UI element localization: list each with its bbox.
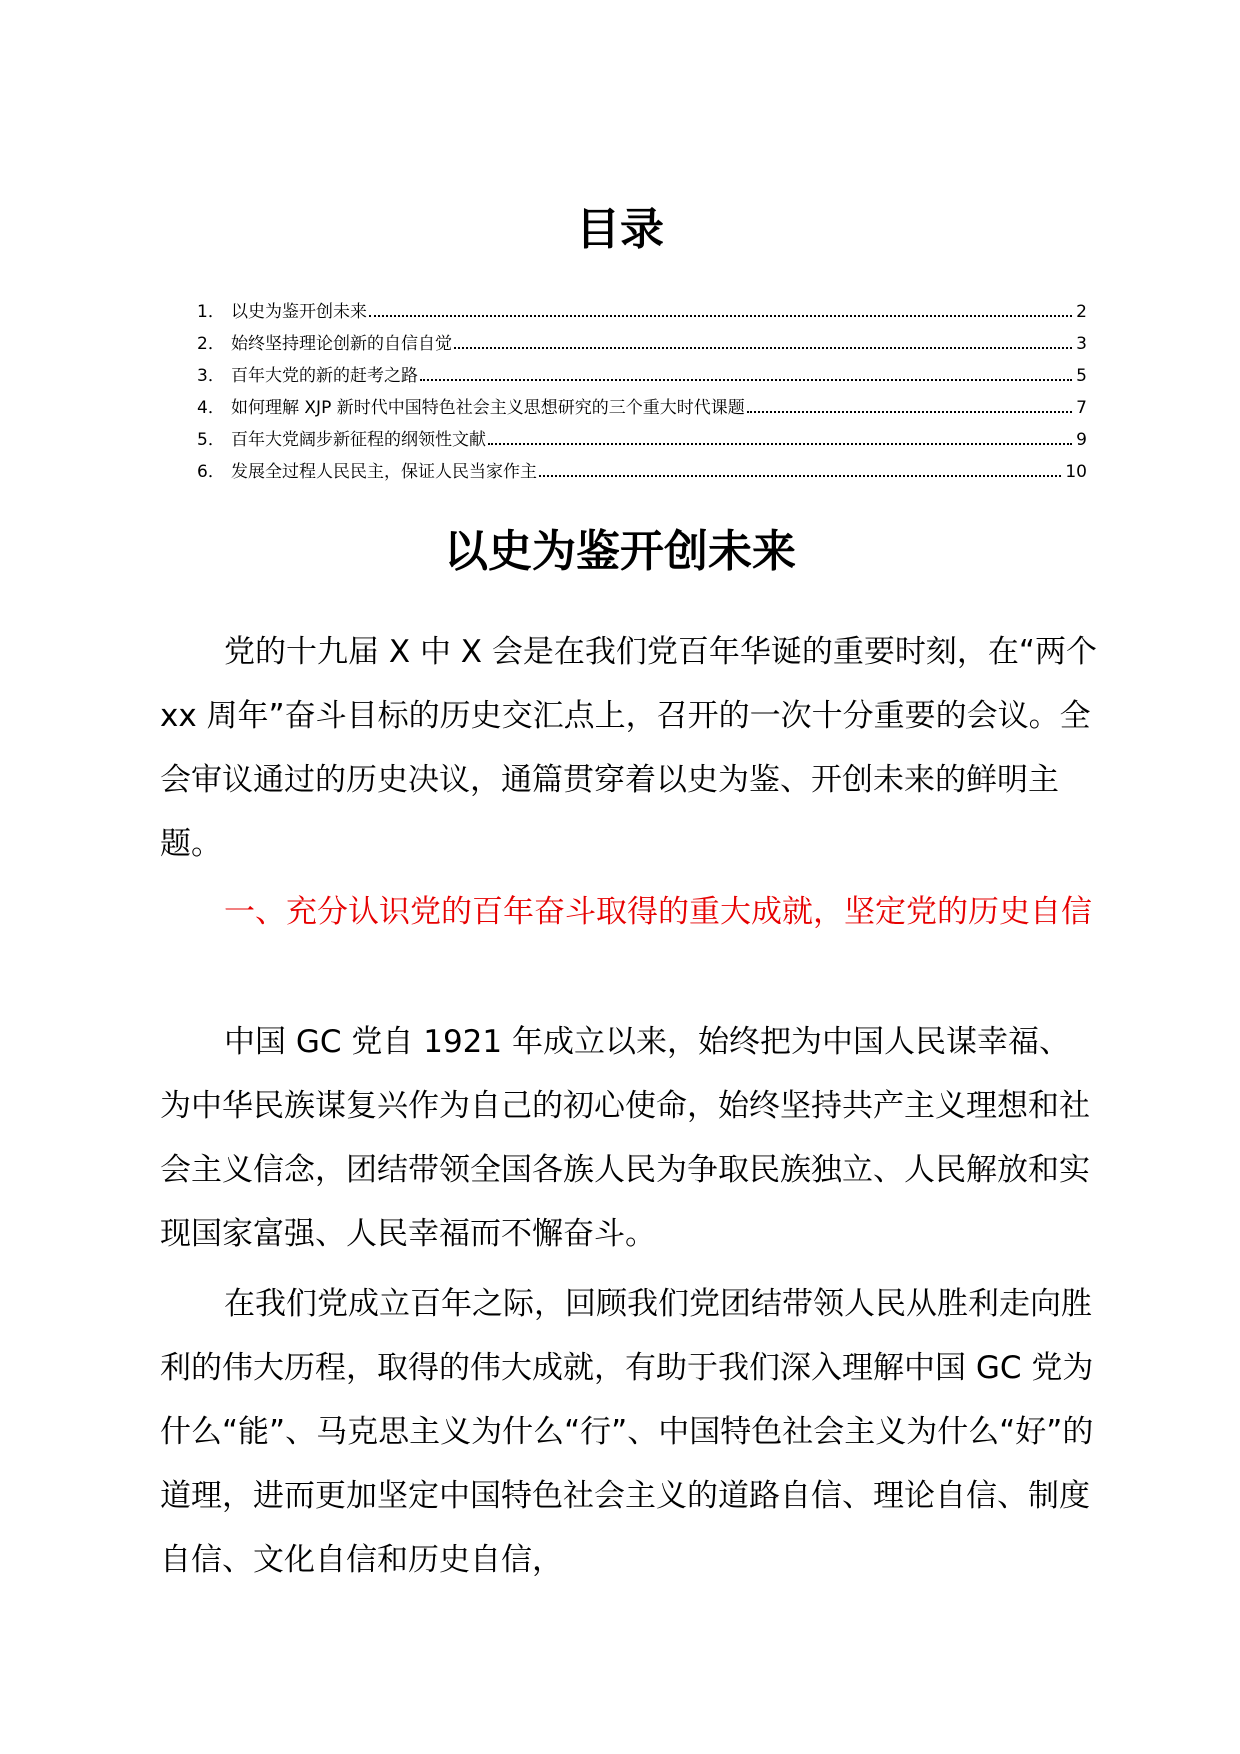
toc-entry-page: 2 <box>1076 302 1087 322</box>
toc-entry-number: 5． <box>197 430 225 450</box>
toc-entry-page: 5 <box>1076 366 1087 386</box>
toc-dot-leader <box>454 347 1072 349</box>
toc-entry[interactable] <box>197 420 1087 452</box>
toc-dot-leader <box>539 475 1061 477</box>
toc-entry[interactable] <box>197 356 1087 388</box>
toc-entry[interactable] <box>197 324 1087 356</box>
toc-entry-text: 始终坚持理论创新的自信自觉 <box>231 334 452 354</box>
toc-entry-page: 9 <box>1076 430 1087 450</box>
section-heading: 一、充分认识党的百年奋斗取得的重大成就，坚定党的历史自信 <box>224 894 1092 930</box>
document-title: 以史为鉴开创未来 <box>444 526 796 577</box>
toc-dot-leader <box>369 315 1072 317</box>
toc-entry-page: 7 <box>1076 398 1087 418</box>
toc-entry-text: 百年大党阔步新征程的纲领性文献 <box>231 430 486 450</box>
toc-entry[interactable] <box>197 388 1087 420</box>
body-paragraph: 中国 GC 党自 1921 年成立以来，始终把为中国人民谋幸福、为中华民族谋复兴作为自己的初心使命，始终坚持共产主义理想和社会主义信念，团结带领全国各族人民为争取民族独立、人民解放和实现国家富强、人民幸福而不懈奋斗。 <box>160 1024 1090 1252</box>
table-of-contents <box>197 292 1087 484</box>
body-paragraph: 在我们党成立百年之际，回顾我们党团结带领人民从胜利走向胜利的伟大历程，取得的伟大成就，有助于我们深入理解中国 GC 党为什么“能”、马克思主义为什么“行”、中国特色社会主义为什么“好”的道理，进而更加坚定中国特色社会主义的道路自信、理论自信、制度自信、文化自信和历史自信， <box>160 1286 1094 1578</box>
toc-entry-number: 4． <box>197 398 225 418</box>
toc-entry-page: 3 <box>1076 334 1087 354</box>
toc-dot-leader <box>420 379 1072 381</box>
toc-entry[interactable] <box>197 452 1087 484</box>
toc-title: 目录 <box>576 204 664 255</box>
toc-entry-text: 以史为鉴开创未来 <box>231 302 367 322</box>
toc-entry-number: 1． <box>197 302 225 322</box>
toc-entry-text: 如何理解 XJP 新时代中国特色社会主义思想研究的三个重大时代课题 <box>231 398 745 418</box>
toc-entry[interactable] <box>197 292 1087 324</box>
toc-entry-text: 发展全过程人民民主，保证人民当家作主 <box>231 462 537 482</box>
toc-dot-leader <box>747 411 1072 413</box>
toc-entry-number: 2． <box>197 334 225 354</box>
toc-entry-page: 10 <box>1065 462 1087 482</box>
toc-entry-number: 6． <box>197 462 225 482</box>
toc-dot-leader <box>488 443 1072 445</box>
toc-entry-text: 百年大党的新的赶考之路 <box>231 366 418 386</box>
toc-entry-number: 3． <box>197 366 225 386</box>
body-paragraph: 党的十九届 X 中 X 会是在我们党百年华诞的重要时刻，在“两个 xx 周年”奋斗目标的历史交汇点上，召开的一次十分重要的会议。全会审议通过的历史决议，通篇贯穿着以史为鉴、开创未来的鲜明主题。 <box>160 634 1097 862</box>
